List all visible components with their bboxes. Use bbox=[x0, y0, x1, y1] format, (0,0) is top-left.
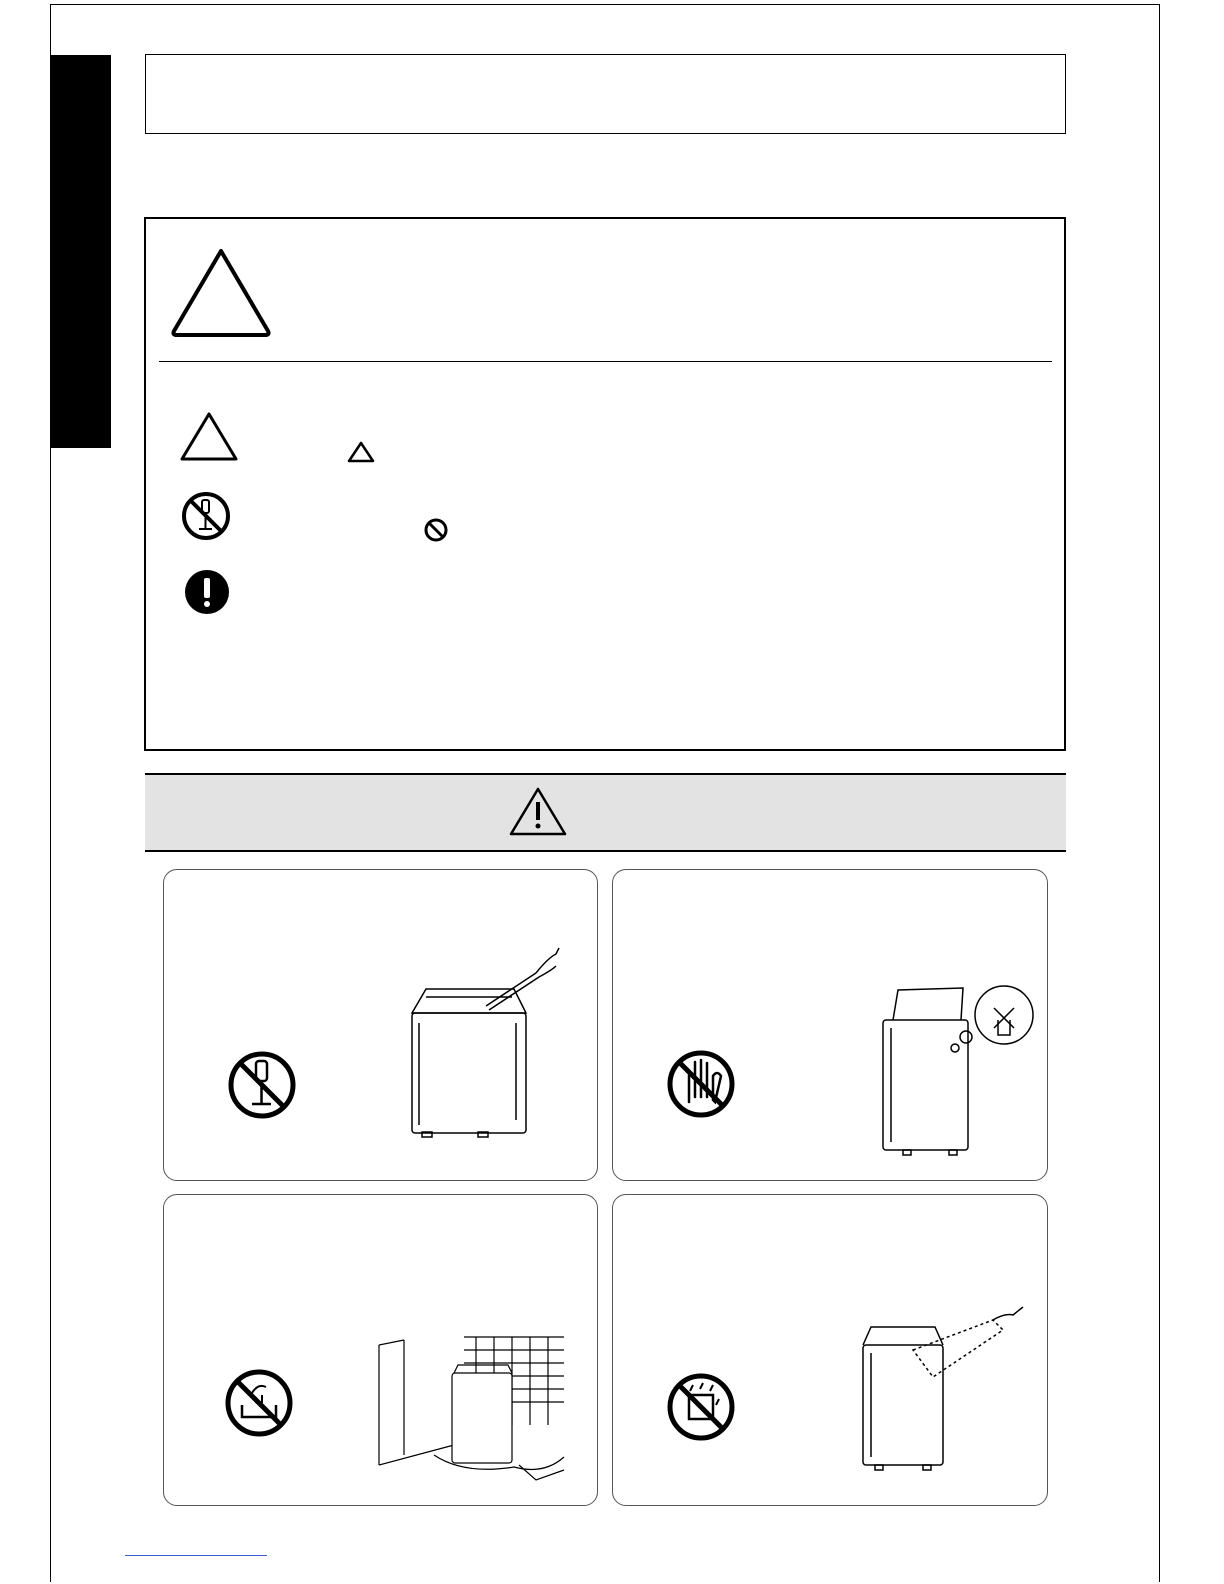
prohibited-icon bbox=[422, 516, 450, 544]
exclamation-icon bbox=[182, 568, 232, 616]
washer-screwdriver-illustration bbox=[412, 948, 559, 1137]
warning-triangle-icon bbox=[178, 410, 240, 464]
warning-triangle-icon bbox=[507, 785, 569, 839]
warning-triangle-icon bbox=[346, 440, 376, 464]
no-disassemble-icon bbox=[231, 1054, 293, 1116]
no-disassemble-icon bbox=[180, 490, 232, 542]
washer-spray-illustration bbox=[863, 1307, 1023, 1470]
warning-panel-wet bbox=[612, 1194, 1048, 1506]
no-wet-icon bbox=[670, 1376, 732, 1438]
legend-divider bbox=[159, 361, 1052, 362]
footer-link-underline bbox=[125, 1555, 267, 1556]
do-not-touch-icon bbox=[670, 1053, 732, 1115]
title-box bbox=[145, 54, 1066, 134]
no-water-spray-icon bbox=[228, 1372, 290, 1434]
warning-panel-touch bbox=[612, 869, 1048, 1181]
warning-panel-water bbox=[163, 1194, 598, 1506]
section-tab bbox=[51, 55, 111, 448]
washer-open-lid-illustration bbox=[883, 986, 1033, 1155]
warning-panel-disassembly bbox=[163, 869, 598, 1181]
warning-triangle-icon bbox=[168, 245, 274, 339]
warning-band bbox=[145, 773, 1066, 852]
symbol-legend-box bbox=[144, 217, 1066, 751]
washer-bathroom-illustration bbox=[379, 1337, 564, 1480]
